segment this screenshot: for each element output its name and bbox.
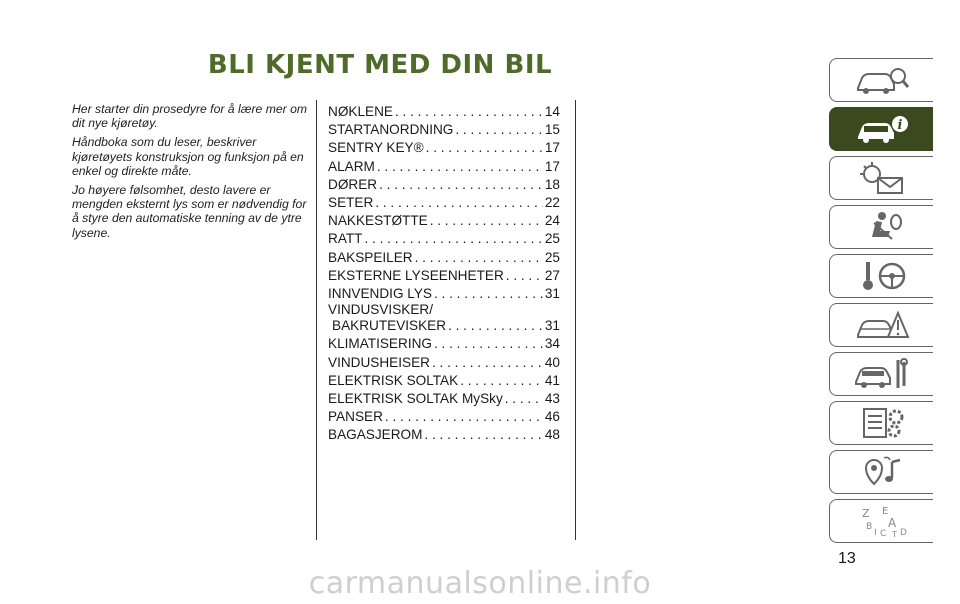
- multimedia-music-icon: [852, 454, 912, 490]
- toc-leader-dots: [395, 103, 543, 121]
- toc-page-number: 41: [544, 372, 560, 388]
- tab-car-info[interactable]: [829, 107, 933, 151]
- toc-page-number: 17: [544, 140, 560, 156]
- alphabetical-index-icon: [852, 503, 912, 539]
- car-info-icon: [852, 111, 912, 147]
- tab-car-search[interactable]: [829, 58, 933, 102]
- toc-entry[interactable]: [328, 230, 560, 248]
- svg-text:Z: Z: [861, 507, 870, 520]
- toc-entry[interactable]: [328, 408, 560, 426]
- toc-entry[interactable]: [328, 267, 560, 285]
- intro-text: [72, 102, 308, 245]
- toc-page-number: 46: [544, 409, 560, 425]
- toc-page-number: 25: [544, 249, 560, 265]
- svg-text:A: A: [887, 516, 896, 530]
- tab-technical-data[interactable]: [829, 401, 933, 445]
- toc-entry-label: RATT: [328, 231, 363, 247]
- toc-entry[interactable]: [328, 372, 560, 390]
- toc-page-number: 48: [544, 427, 560, 443]
- toc-page-number: 34: [544, 336, 560, 352]
- key-steering-wheel-icon: [852, 258, 912, 294]
- warning-lights-message-icon: [852, 160, 912, 196]
- toc-page-number: 43: [544, 391, 560, 407]
- toc-page-number: 25: [544, 231, 560, 247]
- svg-text:T: T: [891, 530, 897, 539]
- toc-entry-label: BAGASJEROM: [328, 427, 423, 443]
- toc-leader-dots: [434, 335, 543, 353]
- svg-text:i: i: [897, 118, 902, 133]
- toc-page-number: 40: [544, 354, 560, 370]
- toc-page-number: 14: [544, 104, 560, 119]
- intro-paragraph-1: Her starter din prosedyre for å lære mer om dit nye kjøretøy.: [72, 102, 308, 131]
- toc-entry-label: VINDUSVISKER/: [328, 302, 433, 318]
- svg-text:C: C: [879, 529, 886, 539]
- toc-entry[interactable]: [328, 139, 560, 157]
- toc-entry[interactable]: [328, 426, 560, 444]
- svg-text:D: D: [899, 528, 907, 538]
- tab-warning-lights[interactable]: [829, 156, 933, 200]
- car-service-tools-icon: [852, 356, 912, 392]
- toc-leader-dots: [460, 372, 543, 390]
- toc-entry-label: SETER: [328, 195, 374, 211]
- intro-paragraph-2: Håndboka som du leser, beskriver kjøretøyets konstruksjon og funksjon på en enkel og direkte måte.: [72, 135, 304, 178]
- toc-leader-dots: [385, 408, 543, 426]
- toc-entry-label: VINDUSHEISER: [328, 354, 430, 370]
- toc-entry[interactable]: [328, 212, 560, 230]
- toc-entry-label: STARTANORDNING: [328, 122, 454, 138]
- toc-entry[interactable]: [328, 121, 560, 139]
- toc-entry-label: BAKRUTEVISKER: [332, 318, 447, 334]
- car-search-icon: [852, 62, 912, 98]
- tab-multimedia[interactable]: [829, 450, 933, 494]
- toc-leader-dots: [364, 230, 542, 248]
- page-title: BLI KJENT MED DIN BIL: [207, 50, 553, 80]
- toc-leader-dots: [506, 267, 543, 285]
- toc-entry-label: DØRER: [328, 176, 378, 192]
- toc-entry-label: EKSTERNE LYSEENHETER: [328, 267, 504, 283]
- car-road-warning-icon: [852, 307, 912, 343]
- toc-leader-dots: [377, 158, 543, 176]
- toc-entry-label: PANSER: [328, 409, 383, 425]
- toc-page-number: 15: [544, 122, 560, 138]
- tab-safety[interactable]: [829, 205, 933, 249]
- toc-page-number: 24: [544, 213, 560, 229]
- toc-leader-dots: [455, 121, 543, 139]
- toc-page-number: 17: [544, 158, 560, 174]
- toc-entry-label: NØKLENE: [328, 104, 393, 119]
- toc-leader-dots: [505, 390, 543, 408]
- tab-service[interactable]: [829, 352, 933, 396]
- toc-entry[interactable]: [328, 249, 560, 267]
- toc-entry-label: ELEKTRISK SOLTAK: [328, 372, 459, 388]
- svg-text:E: E: [881, 506, 888, 517]
- toc-entry[interactable]: [328, 158, 560, 176]
- toc-entry[interactable]: [328, 103, 560, 121]
- tab-index[interactable]: [829, 499, 933, 543]
- tab-emergency[interactable]: [829, 303, 933, 347]
- svg-text:B: B: [865, 522, 872, 532]
- toc-leader-dots: [426, 139, 543, 157]
- toc-entry-label: BAKSPEILER: [328, 249, 413, 265]
- toc-leader-dots: [434, 285, 543, 303]
- toc-leader-dots: [375, 194, 543, 212]
- toc-entry-label: SENTRY KEY®: [328, 140, 424, 156]
- toc-entry[interactable]: [328, 354, 560, 372]
- toc-leader-dots: [448, 317, 543, 335]
- toc-page-number: 31: [544, 286, 560, 302]
- toc-page-number: 18: [544, 176, 560, 192]
- maintenance-checklist-icon: [852, 405, 912, 441]
- tab-starting-driving[interactable]: [829, 254, 933, 298]
- column-divider-left: [316, 100, 317, 540]
- chapter-tabs: [829, 58, 935, 548]
- column-divider-right: [575, 100, 576, 540]
- toc-entry[interactable]: [328, 176, 560, 194]
- toc-entry-label: NAKKESTØTTE: [328, 213, 428, 229]
- toc-entry[interactable]: [328, 335, 560, 353]
- toc-leader-dots: [415, 249, 543, 267]
- page-number: 13: [838, 550, 856, 567]
- toc-leader-dots: [430, 212, 543, 230]
- toc-leader-dots: [432, 354, 543, 372]
- toc-entry-label: ELEKTRISK SOLTAK MySky: [328, 391, 503, 407]
- watermark[interactable]: carmanualsonline.info: [308, 566, 652, 601]
- toc-leader-dots: [424, 426, 542, 444]
- toc-page-number: 22: [544, 195, 560, 211]
- toc-entry[interactable]: [328, 194, 560, 212]
- toc-entry-label: INNVENDIG LYS: [328, 286, 432, 302]
- table-of-contents: [328, 103, 560, 445]
- toc-entry[interactable]: [328, 285, 560, 303]
- intro-paragraph-3: Jo høyere følsomhet, desto lavere er mengden eksternt lys som er nødvendig for å styre den automatiske tenning av de ytre lysene.: [72, 183, 307, 240]
- toc-leader-dots: [379, 176, 543, 194]
- seat-airbag-icon: [852, 209, 912, 245]
- toc-entry[interactable]: [328, 390, 560, 408]
- toc-page-number: 27: [544, 267, 560, 283]
- toc-page-number: 31: [544, 318, 560, 334]
- toc-entry-label: ALARM: [328, 158, 375, 174]
- toc-entry[interactable]: [328, 303, 560, 335]
- toc-entry-label: KLIMATISERING: [328, 336, 432, 352]
- svg-text:I: I: [873, 528, 877, 538]
